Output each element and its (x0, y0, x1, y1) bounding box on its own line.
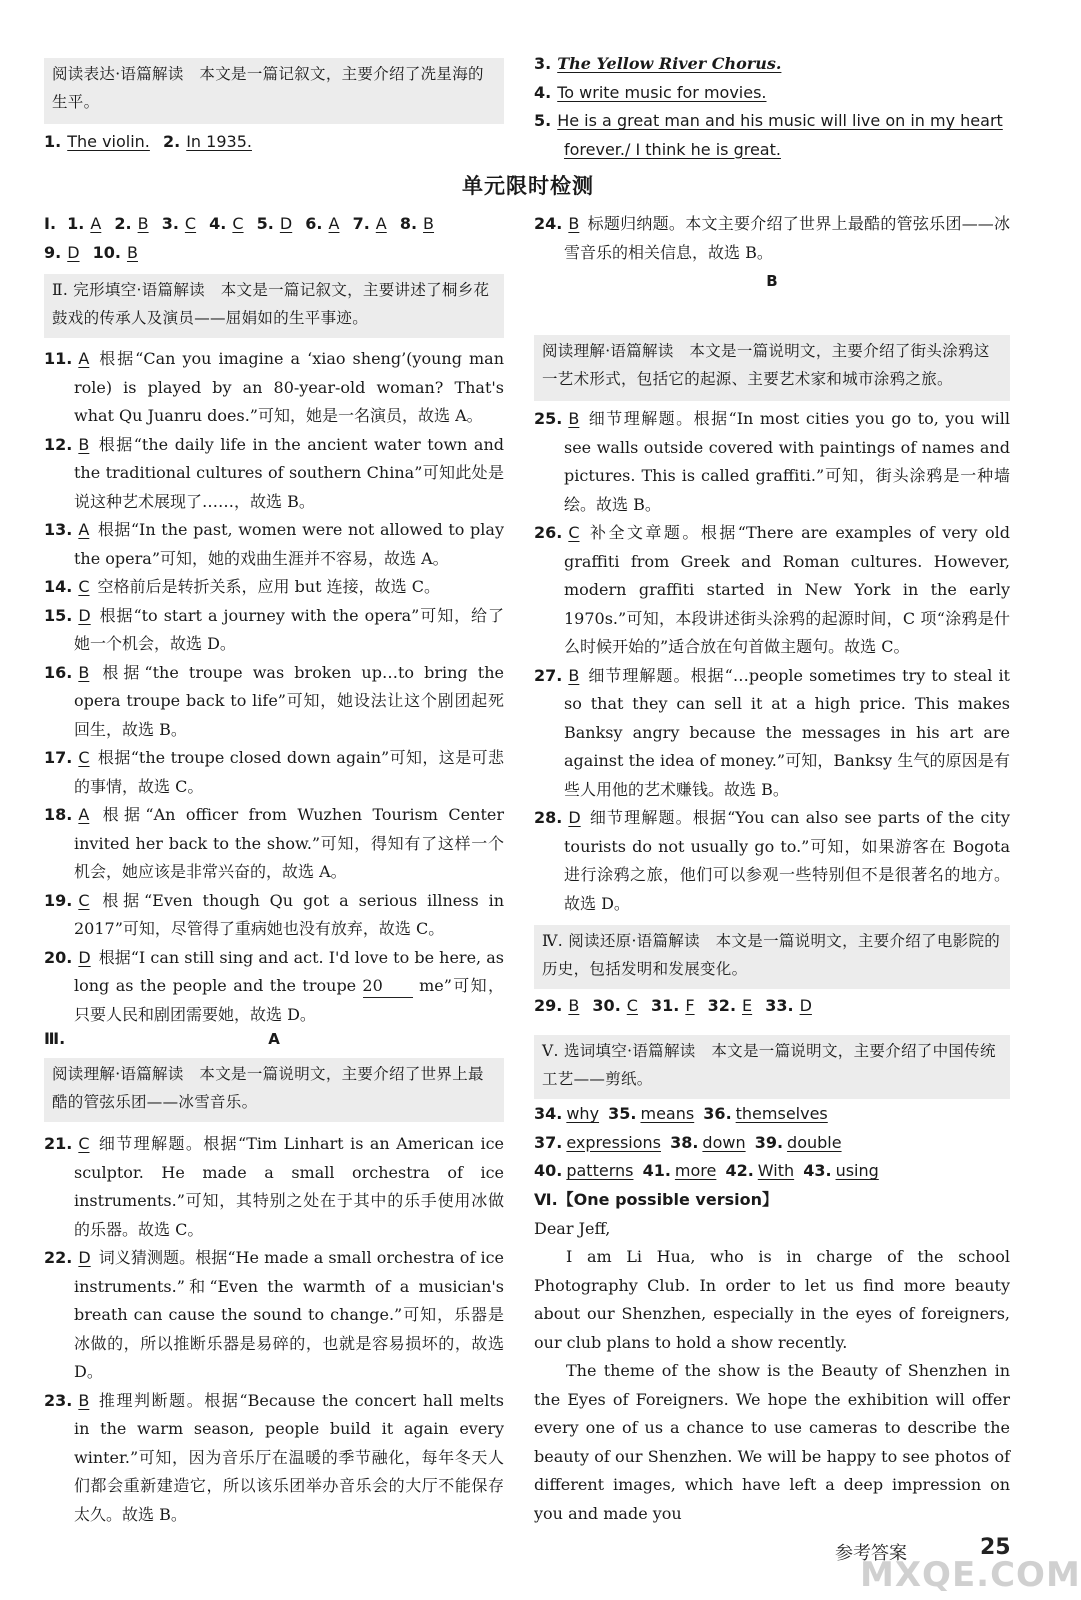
text: B (137, 214, 149, 233)
text: 29. (534, 996, 563, 1015)
text: down (702, 1132, 746, 1152)
text: The Yellow River Chorus. (557, 54, 782, 73)
text: 8. (399, 214, 418, 233)
text: 19. (44, 890, 73, 910)
list-item (534, 662, 1010, 805)
text: 细节理解题。根据“…people sometimes try to steal it so that they can sell it at a high price. This makes Banksy angry because the messages in his art are against the idea of money.”可知，Banksy 生气的原因是有些人用他的艺术赚钱。故选 B。 (564, 665, 1010, 799)
text: 34. (534, 1104, 563, 1123)
text: 根据“An officer from Wuzhen Tourism Center invited her back to the show.”可知，得知有了这样一个机会，她应该是非常兴奋的，故选 A。 (74, 805, 504, 881)
text: 6. (305, 214, 323, 233)
text: 3. (161, 214, 179, 233)
text: 2. (162, 132, 181, 151)
letter-paragraph: The theme of the show is the Beauty of Shenzhen in the Eyes of Foreigners. We hope the exhibition will offer every one of us a chance to use cameras to describe the beauty of our Shenzhen. We will be happy to see photos of different images, which have left a deep impression on you and made you (534, 1361, 1010, 1523)
text: 1. (67, 214, 85, 233)
text: 细节理解题。根据“In most cities you go to, you will see walls outside covered with paintings of names and pictures. This is called graffiti.”可知，街头涂鸦是一种墙绘。故选 B。 (564, 409, 1010, 514)
text: B (78, 662, 90, 682)
text: 35. (608, 1104, 637, 1123)
text: D (78, 947, 91, 967)
text: 2. (114, 214, 132, 233)
text: 4. (209, 214, 227, 233)
text: expressions (566, 1132, 661, 1152)
text: 36. (703, 1104, 732, 1123)
word-fill-summary: Ⅴ. 选词填空·语篇解读 本文是一篇说明文，主要介绍了中国传统工艺——剪纸。 (534, 1035, 1010, 1099)
footer-label: 参考答案 (835, 1543, 907, 1564)
text: 根据“Can you imagine a ‘xiao sheng’(young man role) is played by an 80-year-old woman? That's what Qu Juanru does.”可知，她是一名演员，故选 A。 (74, 349, 504, 425)
text: D (78, 1248, 91, 1267)
text: A (268, 1030, 280, 1048)
text: A (90, 214, 102, 233)
text: 38. (670, 1132, 699, 1152)
text: 根据“I can still sing and act. I'd love to be here, as long as the people and the troupe (74, 947, 504, 995)
list-item (44, 602, 504, 659)
text: 13. (44, 520, 73, 539)
list-item (44, 573, 504, 602)
text: 32. (707, 996, 737, 1015)
text: 25. (534, 409, 563, 428)
text: 根据“the daily life in the ancient water town and the traditional cultures of southern China”可知此处是说这种艺术展现了……，故选 B。 (74, 434, 504, 511)
text: 词义猜测题。根据“He made a small orchestra of ice instruments.”和“Even the warmth of a musician's breath can cause the sound to change.”可知，乐器是冰做的，所以推断乐器是易碎的，也就是容易损坏的，故选 D。 (74, 1248, 504, 1381)
text: B (78, 1390, 90, 1410)
list-item (44, 801, 504, 887)
text: C (78, 890, 90, 910)
text: 标题归纳题。本文主要介绍了世界上最酷的管弦乐团——冰雪音乐的相关信息，故选 B。 (564, 214, 1010, 262)
section-1-answers (44, 210, 504, 267)
text: B (423, 214, 435, 233)
list-item (44, 1244, 504, 1387)
text: 9. (44, 242, 62, 262)
list-item (534, 405, 1010, 519)
text: A (375, 214, 387, 233)
reading-b-summary: 阅读理解·语篇解读 本文是一篇说明文，主要介绍了街头涂鸦这一艺术形式，包括它的起源、主要艺术家和城市涂鸦之旅。 (534, 335, 1010, 401)
text: 20. (44, 947, 73, 967)
letter-paragraph: I am Li Hua, who is in charge of the school Photography Club. In order to let us find more beauty about our Shenzhen, especially in the eyes of foreigners, our club plans to hold a show recently. (534, 1247, 1010, 1352)
text: 17. (44, 748, 73, 767)
text: 细节理解题。根据“You can also see parts of the city tourists do not usually go to.”可知，如果游客在 Bogota 进行涂鸦之旅，他们可以参观一些特别但不是很著名的地方。故选 D。 (564, 808, 1010, 913)
text: C (568, 523, 580, 542)
text: A (78, 805, 90, 824)
text: 根据“Even though Qu got a serious illness in 2017”可知，尽管得了重病她也没有放弃，故选 C。 (74, 890, 504, 938)
text: 空格前后是转折关系，应用 but 连接，故选 C。 (97, 577, 440, 596)
text: more (674, 1161, 717, 1180)
text: 根据“In the past, women were not allowed to play the opera”可知，她的戏曲生涯并不容易，故选 A。 (74, 520, 504, 568)
text: 12. (44, 434, 73, 454)
text: 细节理解题。根据“Tim Linhart is an American ice sculptor. He made a small orchestra of ice instruments.”可知，其特别之处在于其中的乐手使用冰做的乐器。故选 C。 (74, 1134, 504, 1239)
text: 根据“the troupe closed down again”可知，这是可悲的事情，故选 C。 (74, 748, 504, 796)
text: 24. (534, 214, 563, 233)
text: 27. (534, 665, 563, 685)
text: 3. (534, 54, 552, 73)
section-b-label: B (766, 272, 778, 290)
reading-expression-summary: 阅读表达·语篇解读 本文是一篇记叙文，主要介绍了冼星海的生平。 (44, 58, 504, 124)
text: To write music for movies. (557, 82, 767, 102)
text: 15. (44, 605, 73, 625)
sentence-completion-summary: Ⅳ. 阅读还原·语篇解读 本文是一篇说明文，主要介绍了电影院的历史，包括发明和发展变化。 (534, 925, 1010, 989)
text: 11. (44, 349, 73, 368)
text: In 1935. (186, 132, 252, 151)
letter-greeting: Dear Jeff, (534, 1218, 611, 1238)
list-item (534, 804, 1010, 918)
text: A (78, 520, 90, 539)
text: A (328, 214, 340, 233)
text: Ⅲ. (44, 1029, 66, 1048)
answers-3-5 (534, 50, 1010, 164)
text: D (799, 996, 812, 1015)
page-number: 25 (980, 1535, 1011, 1560)
text: 28. (534, 808, 563, 827)
text: using (835, 1161, 879, 1180)
watermark: MXQE.COM (860, 1555, 1081, 1595)
text: double (787, 1132, 842, 1152)
text: 推理判断题。根据“Because the concert hall melts in the warm season, people build it again every winter.”可知，因为音乐厅在温暖的季节融化，每年冬天人们都会重新建造它，所以该乐团举办音乐会的大厅不能保存太久。故选 B。 (74, 1390, 504, 1524)
text: 1. (44, 132, 62, 151)
text: B (568, 409, 580, 428)
list-item (44, 1130, 504, 1244)
answer-blank: 20 (363, 975, 413, 998)
text: 26. (534, 523, 563, 542)
reading-b-items (534, 405, 1010, 918)
text: With (757, 1161, 795, 1180)
text: 5. (256, 214, 274, 233)
cloze-summary: Ⅱ. 完形填空·语篇解读 本文是一篇记叙文，主要讲述了桐乡花鼓戏的传承人及演员——屈娟如的生平事迹。 (44, 274, 504, 338)
text: 39. (754, 1132, 784, 1152)
text: 40. (534, 1161, 563, 1180)
text: 42. (725, 1161, 754, 1180)
text: 根据“to start a journey with the opera”可知，给了她一个机会，故选 D。 (74, 605, 504, 653)
text: me”可知，只要人民和剧团需要她，故选 D。 (74, 976, 504, 1024)
text: 7. (352, 214, 370, 233)
text: 21. (44, 1134, 73, 1153)
text: 补全文章题。根据“There are examples of very old graffiti from Greek and Roman cultures. However, modern graffiti started in New York in the early 1970s.”可知，本段讲述街头涂鸦的起源时间，C 项“涂鸦是什么时候开始的”适合放在句首做主题句。故选 C。 (564, 523, 1010, 656)
cloze-items (44, 345, 504, 1029)
answers-29-33 (534, 992, 1010, 1021)
text: B (568, 214, 580, 233)
text: D (568, 808, 581, 827)
text: 41. (642, 1161, 671, 1180)
text: D (279, 214, 293, 233)
list-item (44, 345, 504, 431)
text: The violin. (67, 132, 150, 151)
text: Ⅰ. (44, 214, 57, 233)
text: 5. (534, 111, 552, 130)
text: 22. (44, 1248, 73, 1267)
text: 18. (44, 805, 73, 824)
text: 33. (765, 996, 794, 1015)
text: 30. (592, 996, 621, 1015)
list-item (44, 1387, 504, 1530)
list-item (44, 516, 504, 573)
text: C (232, 214, 244, 233)
text: C (626, 996, 638, 1015)
section-3-header (44, 1025, 504, 1054)
text: 根据“the troupe was broken up…to bring the opera troupe back to life”可知，她设法让这个剧团起死回生，故选 B。 (74, 662, 504, 739)
text: 4. (534, 82, 552, 102)
page-title: 单元限时检测 (462, 174, 594, 198)
text: D (78, 605, 91, 625)
list-item (44, 744, 504, 801)
text: B (78, 434, 90, 454)
section-6-heading: Ⅵ.【One possible version】 (534, 1190, 778, 1209)
reading-a-item-24 (534, 210, 1010, 296)
text: C (78, 577, 90, 596)
answers-34-43 (534, 1100, 1010, 1186)
answers-1-2 (44, 128, 504, 157)
reading-a-items (44, 1130, 504, 1529)
text: 16. (44, 662, 73, 682)
text: 14. (44, 577, 73, 596)
text: C (78, 748, 90, 767)
text: E (742, 996, 753, 1015)
text: patterns (566, 1161, 634, 1180)
reading-a-summary: 阅读理解·语篇解读 本文是一篇说明文，主要介绍了世界上最酷的管弦乐团——冰雪音乐。 (44, 1058, 504, 1122)
list-item (44, 887, 504, 944)
text: means (640, 1104, 695, 1123)
list-item (44, 944, 504, 1030)
text: He is a great man and his music will live on in my heart forever./ I think he is great. (557, 111, 1003, 159)
text: themselves (735, 1104, 828, 1123)
list-item (44, 431, 504, 517)
text: 23. (44, 1390, 73, 1410)
text: B (568, 665, 580, 685)
text: why (566, 1104, 600, 1123)
text: F (685, 996, 695, 1015)
list-item (44, 659, 504, 745)
text: A (78, 349, 90, 368)
text: 31. (651, 996, 680, 1015)
text: C (78, 1134, 90, 1153)
text: 10. (92, 242, 121, 262)
text: C (184, 214, 197, 233)
text: B (568, 996, 580, 1015)
list-item (534, 519, 1010, 662)
text: B (126, 242, 138, 262)
text: D (67, 242, 80, 262)
text: 37. (534, 1132, 563, 1152)
text: 43. (803, 1161, 832, 1180)
writing-sample (534, 1186, 1010, 1528)
